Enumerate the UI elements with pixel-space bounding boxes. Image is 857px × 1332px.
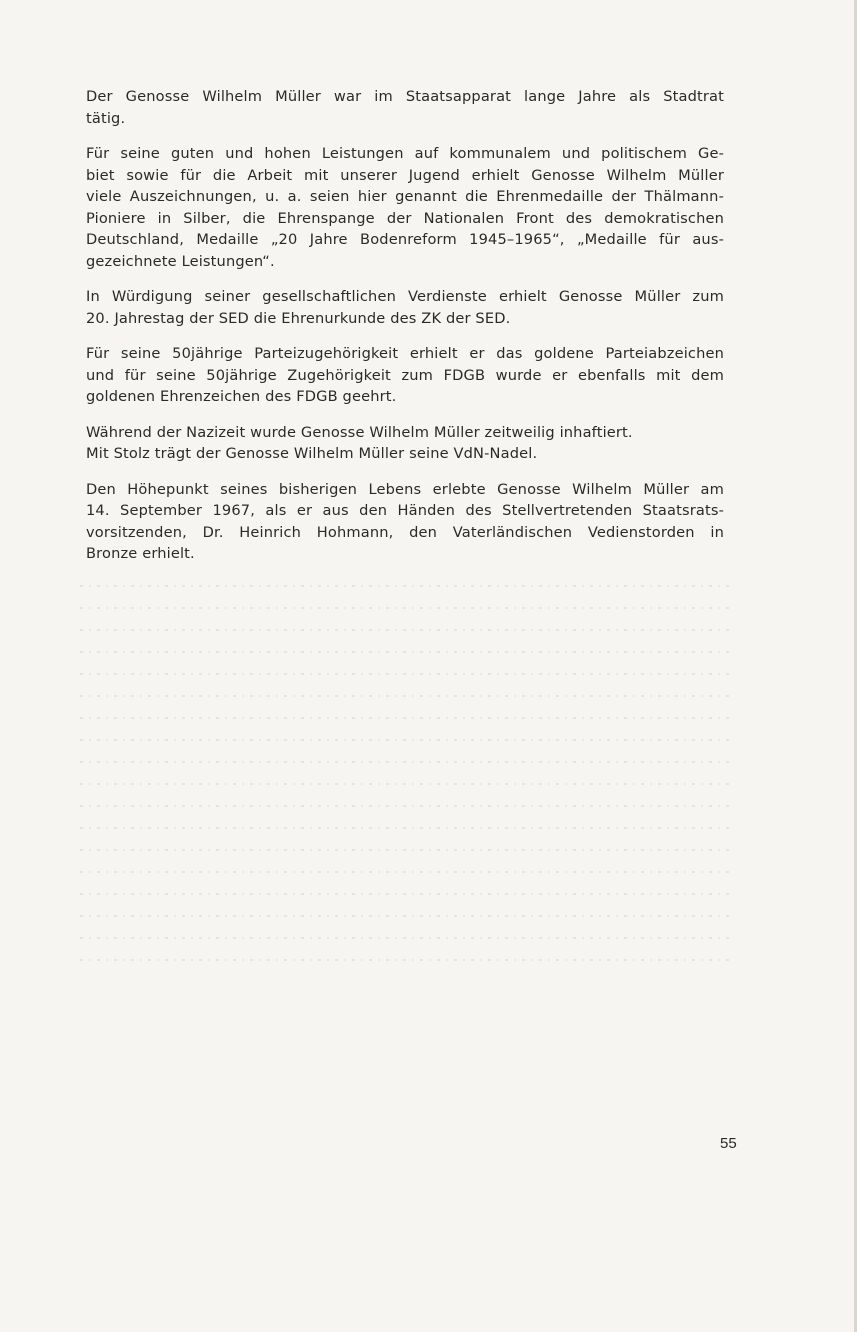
- text-line: goldenen Ehrenzeichen des FDGB geehrt.: [86, 388, 397, 405]
- text-line: biet sowie für die Arbeit mit unserer Jugend erhielt Genosse Wilhelm Müller: [86, 166, 724, 184]
- text-line: 14. September 1967, als er aus den Händen des Stellvertretenden Staatsrats-: [86, 502, 724, 519]
- text-line: Für seine guten und hohen Leistungen auf kommunalem und politischem Ge-: [86, 145, 724, 162]
- paragraph-nazizeit: [86, 422, 724, 465]
- paragraph-stadtrat: [86, 86, 724, 129]
- text-line: vorsitzenden, Dr. Heinrich Hohmann, den Vaterländischen Vedienstorden in: [86, 523, 724, 541]
- text-line: 20. Jahrestag der SED die Ehrenurkunde des ZK der SED.: [86, 309, 511, 327]
- text-line: viele Auszeichnungen, u. a. seien hier genannt die Ehrenmedaille der Thälmann-: [86, 188, 724, 205]
- text-line: Mit Stolz trägt der Genosse Wilhelm Müller seine VdN-Nadel.: [86, 445, 538, 462]
- text-line: Deutschland, Medaille „20 Jahre Bodenreform 1945–1965“, „Medaille für aus-: [86, 231, 724, 248]
- text-line: Der Genosse Wilhelm Müller war im Staatsapparat lange Jahre als Stadtrat: [86, 88, 724, 105]
- paragraph-hoehepunkt: [86, 479, 724, 565]
- page-number: 55: [720, 1135, 737, 1152]
- text-line: Pioniere in Silber, die Ehrenspange der Nationalen Front des demokratischen: [86, 209, 724, 227]
- text-line: und für seine 50jährige Zugehörigkeit zum FDGB wurde er ebenfalls mit dem: [86, 366, 724, 384]
- body-text: [86, 86, 724, 579]
- show-through-text: [80, 585, 730, 1005]
- text-line: Bronze erhielt.: [86, 545, 195, 562]
- text-line: Während der Nazizeit wurde Genosse Wilhelm Müller zeitweilig inhaftiert.: [86, 423, 633, 441]
- paragraph-auszeichnungen: [86, 143, 724, 272]
- text-line: In Würdigung seiner gesellschaftlichen Verdienste erhielt Genosse Müller zum: [86, 288, 724, 305]
- text-line: Den Höhepunkt seines bisherigen Lebens erlebte Genosse Wilhelm Müller am: [86, 480, 724, 498]
- paragraph-parteiabzeichen: [86, 343, 724, 408]
- text-line: tätig.: [86, 109, 126, 127]
- text-line: Für seine 50jährige Parteizugehörigkeit erhielt er das goldene Parteiabzeichen: [86, 345, 724, 362]
- paragraph-ehrenurkunde: [86, 286, 724, 329]
- text-line: gezeichnete Leistungen“.: [86, 252, 275, 270]
